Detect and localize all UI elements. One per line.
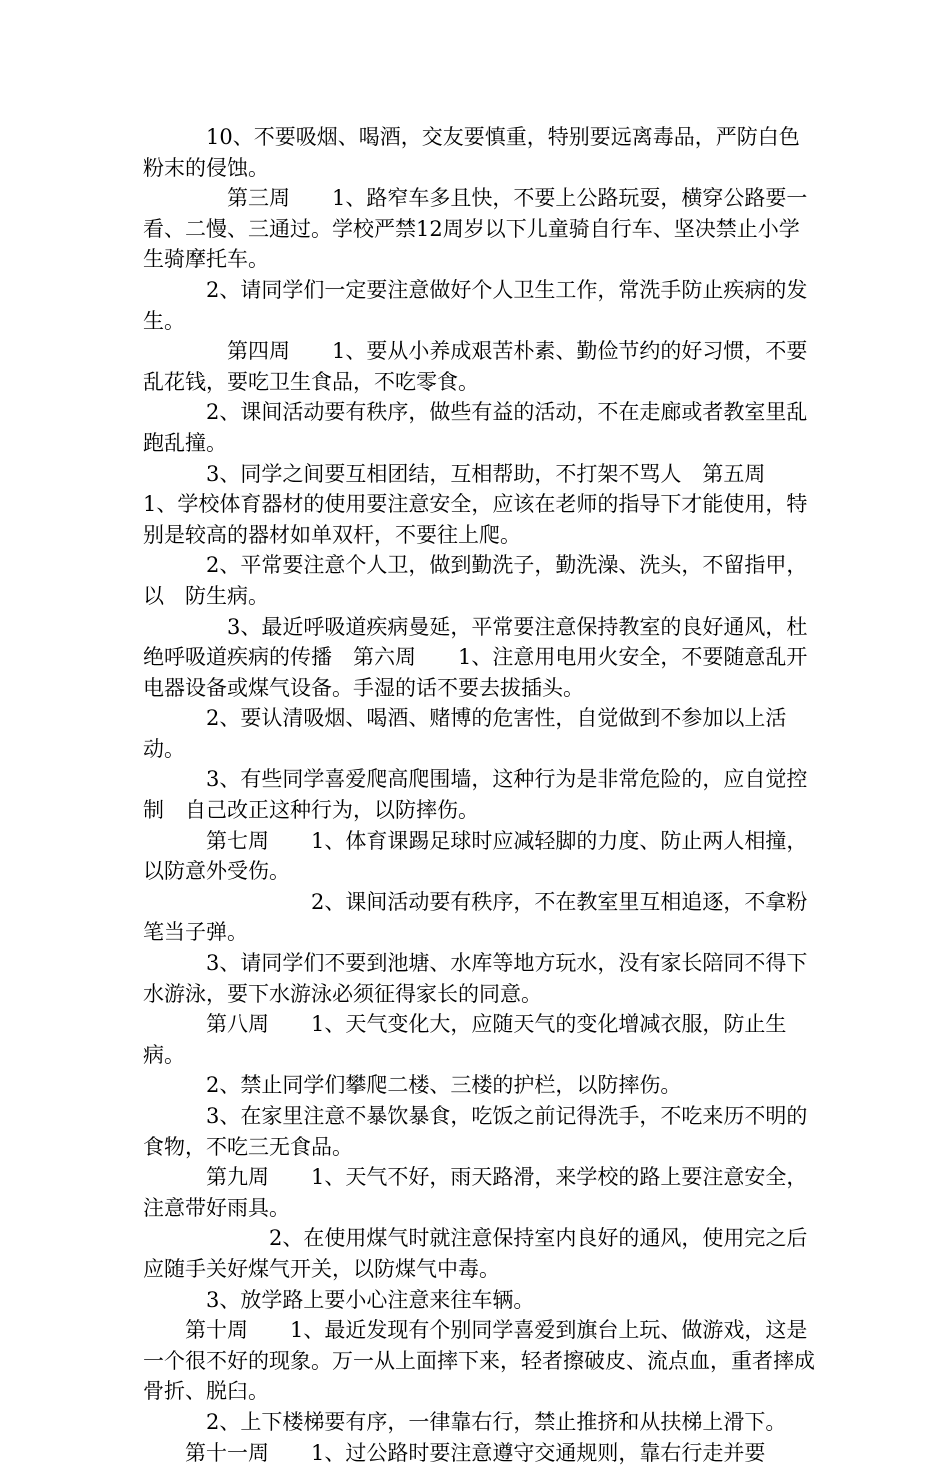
paragraph: 第十周 1、最近发现有个别同学喜爱到旗台上玩、做游戏，这是一个很不好的现象。万一从上面摔下来，轻者擦破皮、流点血，重者摔成骨折、脱臼。 (143, 1318, 815, 1404)
paragraph: 3、有些同学喜爱爬高爬围墙，这种行为是非常危险的，应自觉控制 自己改正这种行为，以防摔伤。 (143, 767, 808, 823)
paragraph: 第四周 1、要从小养成艰苦朴素、勤俭节约的好习惯，不要乱花钱，要吃卫生食品，不吃零食。 (143, 339, 808, 394)
paragraph: 2、请同学们一定要注意做好个人卫生工作，常洗手防止疾病的发生。 (143, 277, 808, 333)
paragraph: 2、禁止同学们攀爬二楼、三楼的护栏，以防摔伤。 (143, 1073, 682, 1098)
document-body (143, 122, 829, 1468)
paragraph: 3、最近呼吸道疾病曼延，平常要注意保持教室的良好通风，杜绝呼吸道疾病的传播 第六周 1、注意用电用火安全，不要随意乱开电器设备或煤气设备。手湿的话不要去拔插头。 (143, 614, 808, 700)
paragraph: 第八周 1、天气变化大，应随天气的变化增减衣服，防止生病。 (143, 1012, 787, 1067)
paragraph: 2、要认清吸烟、喝酒、赌博的危害性，自觉做到不参加以上活动。 (143, 706, 787, 761)
paragraph: 第七周 1、体育课踢足球时应减轻脚的力度、防止两人相撞，以防意外受伤。 (143, 828, 808, 884)
paragraph: 10、不要吸烟、喝酒，交友要慎重，特别要远离毒品，严防白色粉末的侵蚀。 (143, 125, 800, 180)
paragraph: 第三周 1、路窄车多且快，不要上公路玩耍，横穿公路要一看、二慢、三通过。学校严禁12周岁以下儿童骑自行车、坚决禁止小学生骑摩托车。 (143, 186, 808, 272)
paragraph: 3、在家里注意不暴饮暴食，吃饭之前记得洗手，不吃来历不明的 食物，不吃三无食品。 (143, 1104, 829, 1159)
paragraph: 3、同学之间要互相团结，互相帮助，不打架不骂人 第五周 1、学校体育器材的使用要注意安全，应该在老师的指导下才能使用，特别是较高的器材如单双杆，不要往上爬。 (143, 461, 808, 547)
paragraph: 第九周 1、天气不好，雨天路滑，来学校的路上要注意安全，注意带好雨具。 (143, 1165, 808, 1220)
paragraph: 2、平常要注意个人卫，做到勤洗子，勤洗澡、洗头，不留指甲，以 防生病。 (143, 553, 808, 608)
paragraph: 2、课间活动要有秩序，不在教室里互相追逐，不拿粉笔当子弹。 (143, 889, 808, 945)
paragraph: 2、课间活动要有秩序，做些有益的活动，不在走廊或者教室里乱跑乱撞。 (143, 400, 808, 455)
paragraph: 3、请同学们不要到池塘、水库等地方玩水，没有家长陪同不得下水游泳，要下水游泳必须征得家长的同意。 (143, 951, 808, 1006)
paragraph: 2、上下楼梯要有序，一律靠右行，禁止推挤和从扶梯上滑下。 (143, 1409, 787, 1434)
paragraph: 2、在使用煤气时就注意保持室内良好的通风，使用完之后应随手关好煤气开关，以防煤气中毒。 (143, 1226, 808, 1281)
paragraph: 第十一周 1、过公路时要注意遵守交通规则，靠右行走并要 (143, 1440, 766, 1465)
paragraph: 3、放学路上要小心注意来往车辆。 (143, 1287, 535, 1312)
